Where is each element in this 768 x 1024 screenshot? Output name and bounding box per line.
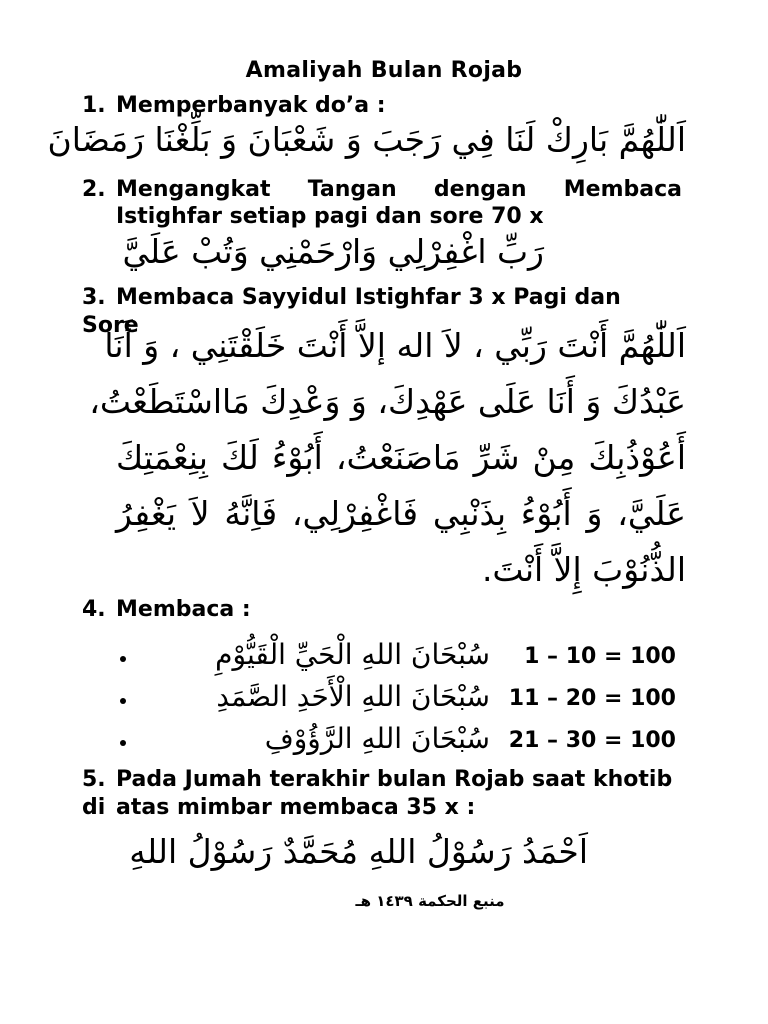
item-4-heading (82, 596, 682, 624)
item-1-arabic-dua: اَللّٰهُمَّ بَارِكْ لَنَا فِي رَجَبَ وَ شَعْبَانَ وَ بَلِّغْنَا رَمَضَانَ (47, 120, 686, 159)
item-2-heading (82, 176, 682, 204)
item-1-heading (82, 92, 682, 120)
item-3-number: 3. (82, 285, 106, 310)
item-3-sayyidul-istighfar (89, 318, 686, 598)
bullet-dot (120, 740, 126, 746)
istighfar-line-1: اَللّٰهُمَّ أَنْتَ رَبِّي ، لاَ اله إلاَّ أَنْتَ خَلَقْتَنِي ، وَ أَنَا (104, 326, 686, 365)
tasbih-row-3 (110, 722, 690, 766)
item-1-heading-text: Memperbanyak do’a : (116, 93, 386, 118)
item-2-arabic-istighfar: رَبِّ اغْفِرْلِي وَارْحَمْنِي وَتُبْ عَلَيَّ (122, 232, 544, 271)
item-4-heading-text: Membaca : (116, 597, 251, 622)
footer-source-note: منبع الحكمة ١٤٣٩ هـ (355, 892, 505, 910)
istighfar-line-4: عَلَيَّ، وَ أَبُوْءُ بِذَنْبِي فَاغْفِرْلِي، فَاِنَّهُ لاَ يَغْفِرُ (116, 494, 686, 533)
item-2-heading-line1: Mengangkat Tangan dengan Membaca (116, 177, 682, 202)
item-5-heading-line1: Pada Jumah terakhir bulan Rojab saat khotib di (82, 767, 673, 820)
item-2-number: 2. (82, 177, 106, 202)
document-title: Amaliyah Bulan Rojab (245, 58, 523, 83)
item-5-number: 5. (82, 767, 106, 792)
tasbih-count-1: 1 – 10 = 100 (524, 644, 676, 669)
tasbih-arabic-1: سُبْحَانَ اللهِ الْحَيِّ الْقَيُّوْمِ (215, 638, 490, 671)
tasbih-row-2 (110, 680, 690, 724)
tasbih-count-2: 11 – 20 = 100 (508, 686, 676, 711)
bullet-dot (120, 656, 126, 662)
item-5-arabic-sholawat: اَحْمَدُ رَسُوْلُ اللهِ مُحَمَّدٌ رَسُوْلُ اللهِ (129, 832, 588, 871)
istighfar-line-5: الذُّنُوْبَ إِلاَّ أَنْتَ. (481, 550, 686, 589)
istighfar-line-3: أَعُوْذُبِكَ مِنْ شَرِّ مَاصَنَعْتُ، أَبُوْءُ لَكَ بِنِعْمَتِكَ (116, 438, 686, 477)
item-5-heading-line2: atas mimbar membaca 35 x : (116, 795, 476, 820)
item-4-number: 4. (82, 597, 106, 622)
item-3-heading-text: Membaca Sayyidul Istighfar 3 x Pagi dan Sore (82, 285, 621, 338)
item-1-number: 1. (82, 93, 106, 118)
tasbih-row-1 (110, 638, 690, 682)
bullet-dot (120, 698, 126, 704)
tasbih-arabic-2: سُبْحَانَ اللهِ الْأَحَدِ الصَّمَدِ (216, 680, 490, 713)
item-2-heading-line2: Istighfar setiap pagi dan sore 70 x (116, 204, 544, 229)
tasbih-arabic-3: سُبْحَانَ اللهِ الرَّؤُوْفِ (264, 722, 490, 755)
istighfar-line-2: عَبْدُكَ وَ أَنَا عَلَى عَهْدِكَ، وَ وَعْدِكَ مَااسْتَطَعْتُ، (89, 382, 686, 421)
tasbih-count-3: 21 – 30 = 100 (508, 728, 676, 753)
